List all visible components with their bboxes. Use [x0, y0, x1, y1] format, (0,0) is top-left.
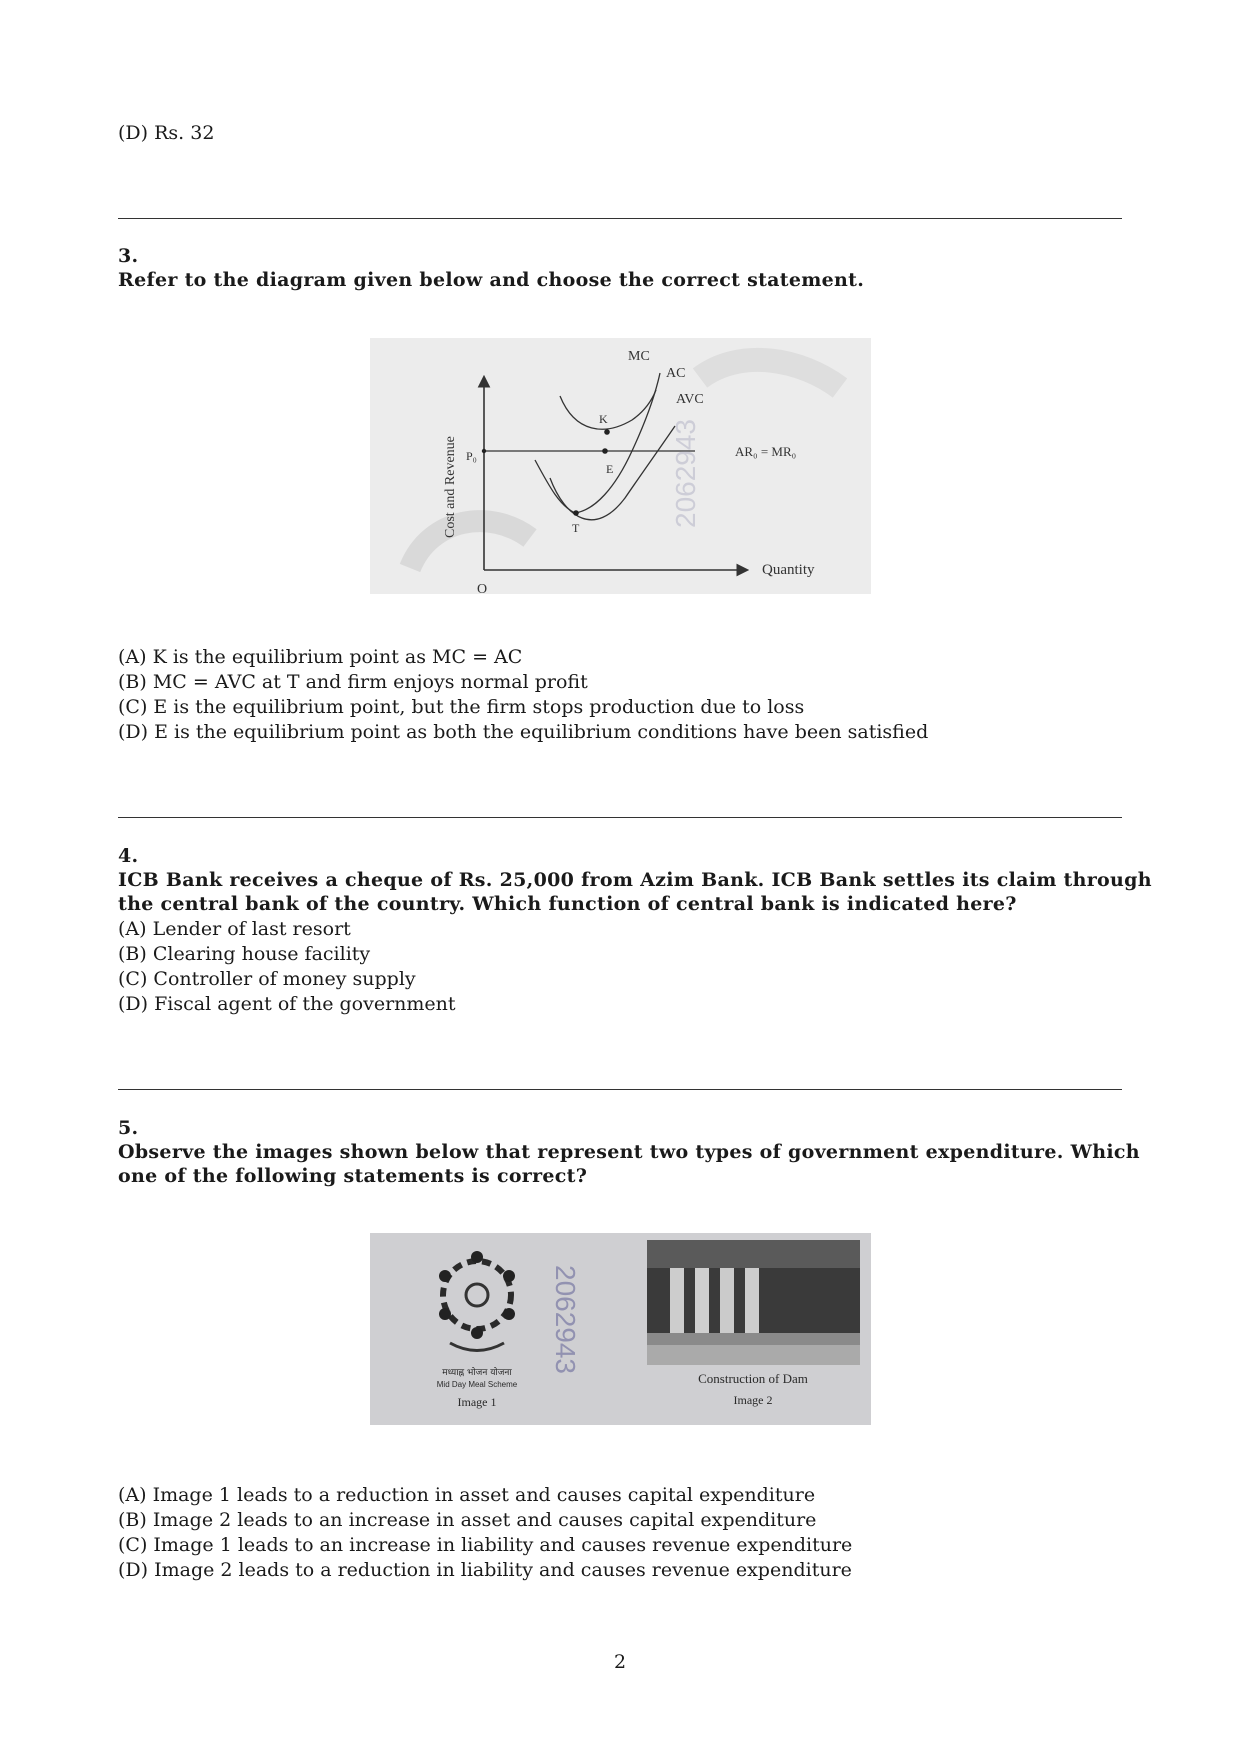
t-label: T — [572, 521, 580, 535]
image2-caption: Construction of Dam — [698, 1371, 808, 1386]
mc-curve — [535, 373, 660, 513]
q5-question-line1: Observe the images shown below that represent two types of government expenditure. Which — [118, 1141, 1140, 1163]
q4-question-line1: ICB Bank receives a cheque of Rs. 25,000 from Azim Bank. ICB Bank settles its claim through — [118, 869, 1152, 891]
ar-mr-label: AR₀ = MR₀ — [735, 444, 797, 459]
q4-number: 4. — [118, 845, 139, 867]
point-k — [604, 429, 610, 435]
expenditure-images-svg — [370, 1233, 871, 1425]
q5-question-line2: one of the following statements is correct? — [118, 1165, 588, 1187]
avc-label: AVC — [676, 392, 704, 407]
mc-label: MC — [628, 349, 650, 364]
k-label: K — [599, 412, 608, 426]
page-number: 2 — [614, 1651, 627, 1673]
ac-label: AC — [666, 366, 686, 381]
q4-option-b: (B) Clearing house facility — [118, 943, 371, 965]
image2-label: Image 2 — [733, 1393, 773, 1407]
q5-option-b: (B) Image 2 leads to an increase in asset and causes capital expenditure — [118, 1509, 817, 1531]
q3-option-b: (B) MC = AVC at T and firm enjoys normal profit — [118, 671, 588, 693]
q5-option-a: (A) Image 1 leads to a reduction in asset and causes capital expenditure — [118, 1484, 816, 1506]
q4-question-line2: the central bank of the country. Which function of central bank is indicated here? — [118, 893, 1017, 915]
divider — [118, 1089, 1122, 1090]
q5-watermark: 2062943 — [550, 1265, 581, 1375]
cost-curve-svg — [370, 338, 871, 594]
q4-option-d: (D) Fiscal agent of the government — [118, 993, 456, 1015]
price-label: P₀ — [466, 449, 477, 463]
origin-label: O — [477, 582, 488, 594]
point-t — [573, 510, 579, 516]
e-label: E — [606, 462, 614, 476]
q4-option-c: (C) Controller of money supply — [118, 968, 416, 990]
q3-watermark: 2062943 — [670, 418, 701, 528]
image1-caption-en: Mid Day Meal Scheme — [436, 1380, 518, 1389]
background-watermark-shape — [410, 521, 530, 568]
q5-option-d: (D) Image 2 leads to a reduction in liability and causes revenue expenditure — [118, 1559, 852, 1581]
q5-number: 5. — [118, 1117, 139, 1139]
dam-photo — [647, 1240, 860, 1365]
divider — [118, 817, 1122, 818]
q3-number: 3. — [118, 245, 139, 267]
q3-question: Refer to the diagram given below and choose the correct statement. — [118, 269, 865, 291]
divider — [118, 218, 1122, 219]
point-p0 — [482, 449, 486, 453]
point-e — [602, 448, 608, 454]
ac-curve — [560, 390, 656, 429]
mid-day-meal-logo — [439, 1251, 515, 1351]
y-axis-label: Cost and Revenue — [443, 436, 458, 538]
q4-option-a: (A) Lender of last resort — [118, 918, 351, 940]
q5-option-c: (C) Image 1 leads to an increase in liability and causes revenue expenditure — [118, 1534, 853, 1556]
image1-label: Image 1 — [457, 1395, 497, 1409]
background-watermark-shape — [700, 360, 840, 388]
prev-option-d: (D) Rs. 32 — [118, 122, 215, 144]
image1-caption-hindi: मध्याह्न भोजन योजना — [442, 1368, 512, 1378]
q3-option-d: (D) E is the equilibrium point as both the equilibrium conditions have been satisfied — [118, 721, 929, 743]
q5-expenditure-images — [370, 1233, 871, 1425]
q3-option-c: (C) E is the equilibrium point, but the firm stops production due to loss — [118, 696, 805, 718]
q3-cost-curve-diagram — [370, 338, 871, 594]
x-axis-label: Quantity — [762, 562, 815, 578]
q3-option-a: (A) K is the equilibrium point as MC = AC — [118, 646, 523, 668]
